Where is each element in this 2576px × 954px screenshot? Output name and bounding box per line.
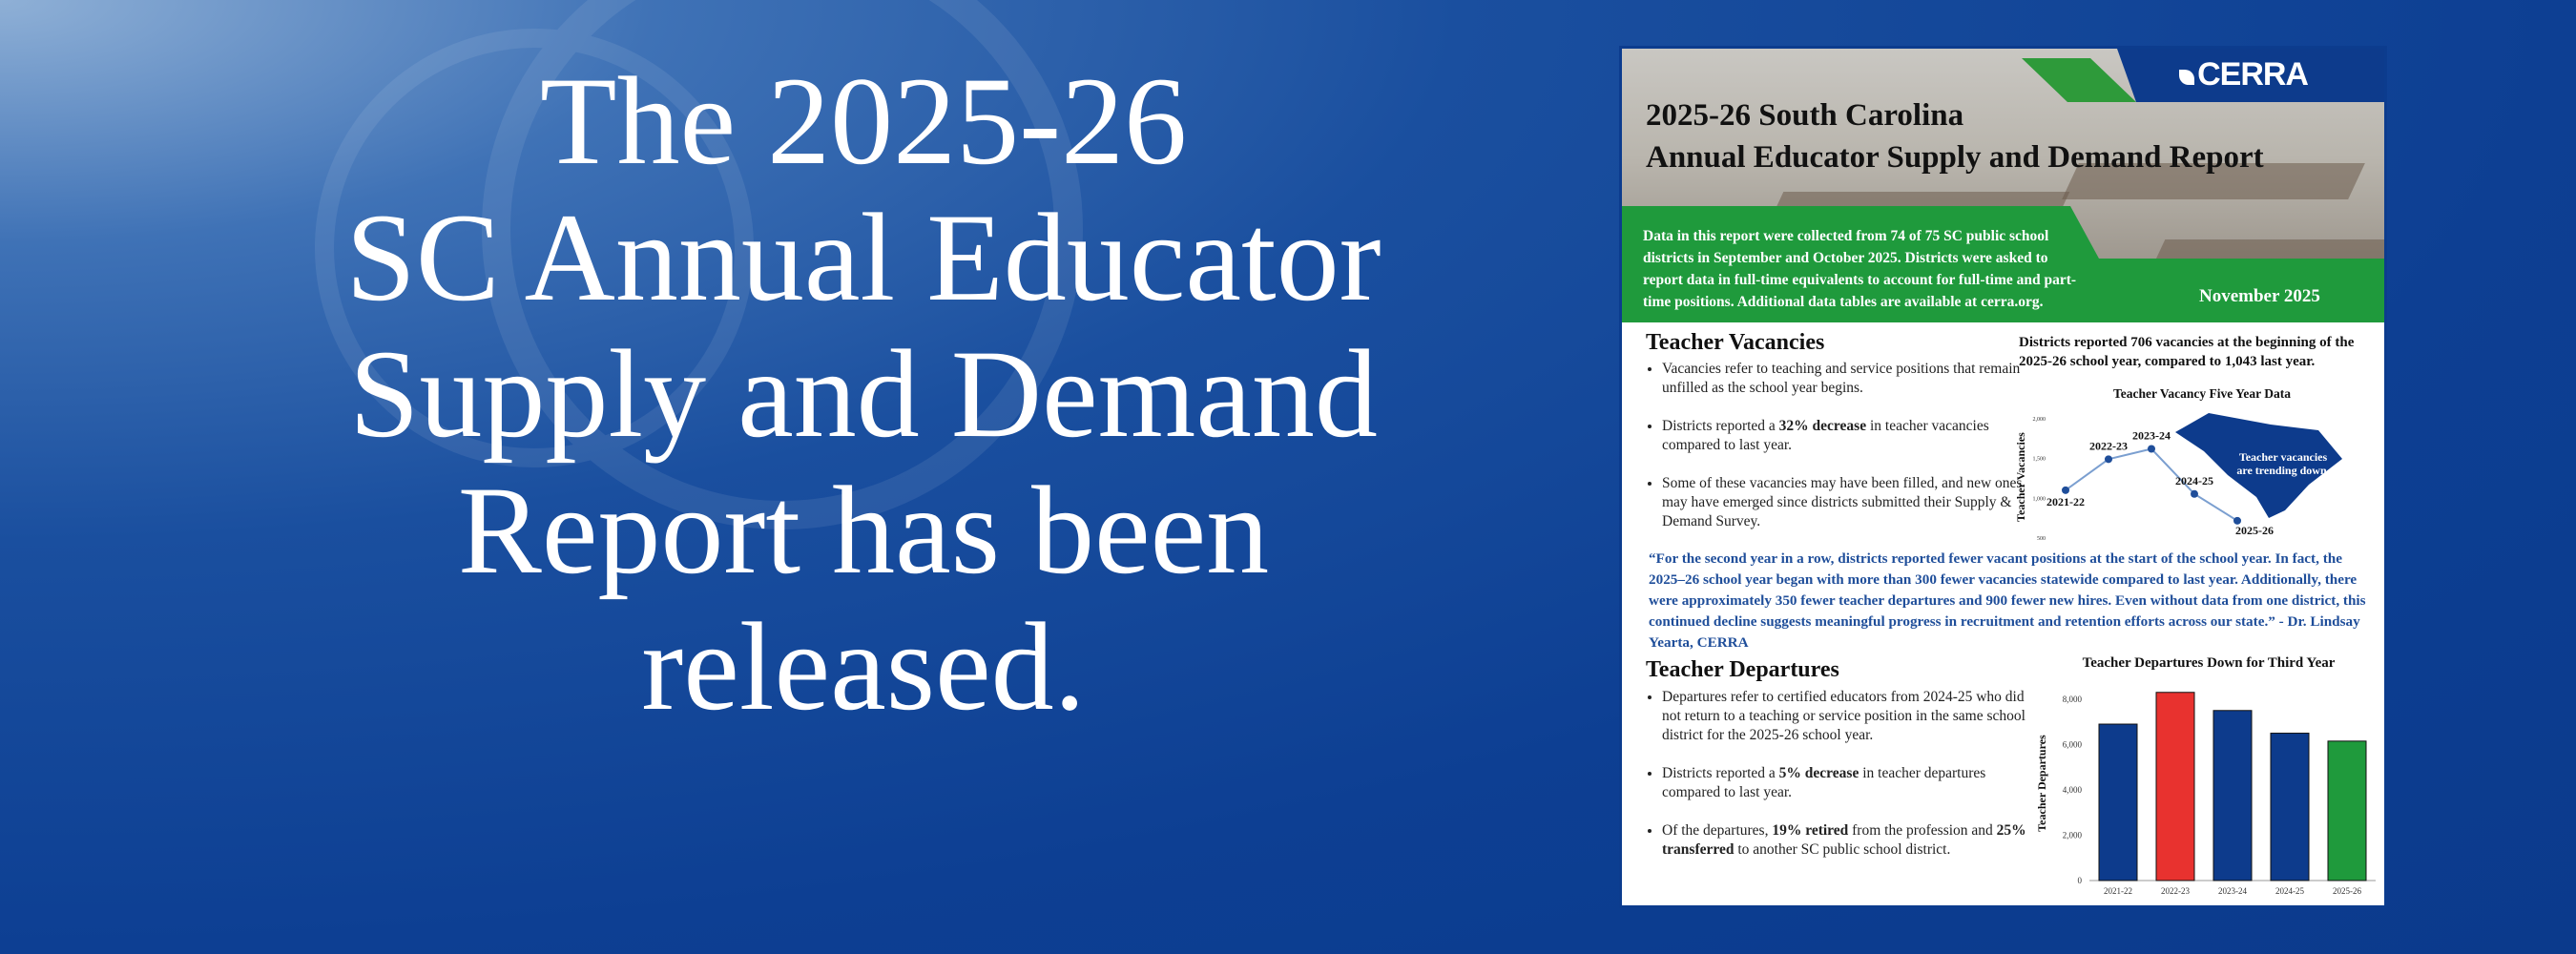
bar bbox=[2099, 724, 2137, 881]
logo-text: CERRA bbox=[2197, 56, 2308, 93]
category-label: 2024-25 bbox=[2275, 886, 2304, 896]
tick-label: 8,000 bbox=[2062, 694, 2082, 704]
data-point bbox=[2105, 455, 2112, 463]
tick-label: 6,000 bbox=[2062, 739, 2082, 750]
south-carolina-map bbox=[2175, 413, 2342, 518]
point-label: 2022-23 bbox=[2089, 439, 2128, 453]
departures-list bbox=[1643, 688, 2044, 879]
category-label: 2022-23 bbox=[2161, 886, 2190, 896]
departures-heading: Teacher Departures bbox=[1646, 657, 1839, 682]
vacancy-chart bbox=[2013, 384, 2385, 547]
report-title-line: Annual Educator Supply and Demand Report bbox=[1646, 140, 2264, 175]
cerra-logo bbox=[2179, 56, 2308, 93]
tick-label: 4,000 bbox=[2062, 784, 2082, 795]
category-label: 2021-22 bbox=[2104, 886, 2132, 896]
headline-line: released. bbox=[641, 596, 1086, 736]
list-item: • Departures refer to certified educators from 2024-25 who did not return to a teaching or service position in the same school district for the 2025-26 school year. bbox=[1662, 688, 2044, 745]
category-label: 2025-26 bbox=[2333, 886, 2361, 896]
report-title-line: 2025-26 South Carolina bbox=[1646, 98, 1964, 133]
data-point bbox=[2062, 487, 2069, 494]
y-axis-label: Teacher Vacancies bbox=[2014, 432, 2027, 522]
list-item: • Vacancies refer to teaching and service positions that remain unfilled as the school year begins. bbox=[1662, 360, 2025, 398]
vacancies-heading: Teacher Vacancies bbox=[1646, 330, 1825, 355]
y-axis-label: Teacher Departures bbox=[2035, 735, 2048, 832]
quote-text: “For the second year in a row, districts reported fewer vacant positions at the start of the school year. In fact, the 2025–26 school year began with more than 300 fewer vacancies statewide compared to last year. Additionally, there were approximately 350 fewer teacher departures and 900 fewer new hires. Even without data from one district, this continued decline suggests meaningful progress in recruitment and retention efforts across our state.” - Dr. Lindsay Yearta, CERRA bbox=[1649, 550, 2366, 651]
bar bbox=[2213, 711, 2252, 881]
headline-line: Report has been bbox=[457, 460, 1270, 600]
headline bbox=[114, 52, 1612, 735]
vacancies-list bbox=[1643, 360, 2025, 550]
list-item: • Of the departures, 19% retired from the profession and 25% transferred to another SC public school district. bbox=[1662, 821, 2044, 860]
tick-label: 0 bbox=[2077, 876, 2082, 885]
departures-chart bbox=[2032, 650, 2385, 907]
list-item: • Some of these vacancies may have been filled, and new ones may have emerged since districts submitted their Supply & Demand Survey. bbox=[1662, 474, 2025, 531]
report-cover[interactable] bbox=[1619, 46, 2387, 908]
tick-label: 1,500 bbox=[2032, 456, 2046, 463]
point-label: 2021-22 bbox=[2046, 494, 2085, 508]
tick-label: 500 bbox=[2037, 536, 2046, 542]
tick-label: 2,000 bbox=[2032, 417, 2046, 423]
data-point bbox=[2191, 490, 2198, 498]
tick-label: 1,000 bbox=[2032, 496, 2046, 503]
point-label: 2024-25 bbox=[2175, 473, 2213, 487]
map-text: are trending down. bbox=[2236, 464, 2330, 477]
point-label: 2025-26 bbox=[2235, 523, 2274, 537]
headline-line: SC Annual Educator bbox=[345, 187, 1381, 327]
point-label: 2023-24 bbox=[2132, 428, 2171, 443]
headline-line: The 2025-26 bbox=[539, 51, 1188, 191]
bar bbox=[2328, 741, 2366, 881]
report-date: November 2025 bbox=[2199, 286, 2320, 306]
report-title bbox=[1646, 94, 2264, 178]
list-item: • Districts reported a 32% decrease in teacher vacancies compared to last year. bbox=[1662, 417, 2025, 455]
category-label: 2023-24 bbox=[2218, 886, 2247, 896]
vacancies-note: Districts reported 706 vacancies at the beginning of the 2025-26 school year, compared to 1,043 last year. bbox=[2019, 335, 2355, 369]
headline-line: Supply and Demand bbox=[349, 323, 1378, 464]
data-point bbox=[2148, 446, 2155, 453]
chart-title: Teacher Vacancy Five Year Data bbox=[2113, 386, 2291, 401]
map-text: Teacher vacancies bbox=[2238, 450, 2328, 464]
list-item: • Districts reported a 5% decrease in teacher departures compared to last year. bbox=[1662, 764, 2044, 802]
intro-text: Data in this report were collected from 74 of 75 SC public school districts in September and October 2025. Districts were asked to report data in full-time equivalents to account for full-time and part-time positions. Additional data tables are available at cerra.org. bbox=[1643, 228, 2077, 310]
bar bbox=[2156, 693, 2194, 881]
chart-title: Teacher Departures Down for Third Year bbox=[2082, 655, 2336, 671]
bar bbox=[2271, 734, 2309, 881]
leaf-icon bbox=[2179, 70, 2194, 85]
tick-label: 2,000 bbox=[2062, 830, 2082, 840]
